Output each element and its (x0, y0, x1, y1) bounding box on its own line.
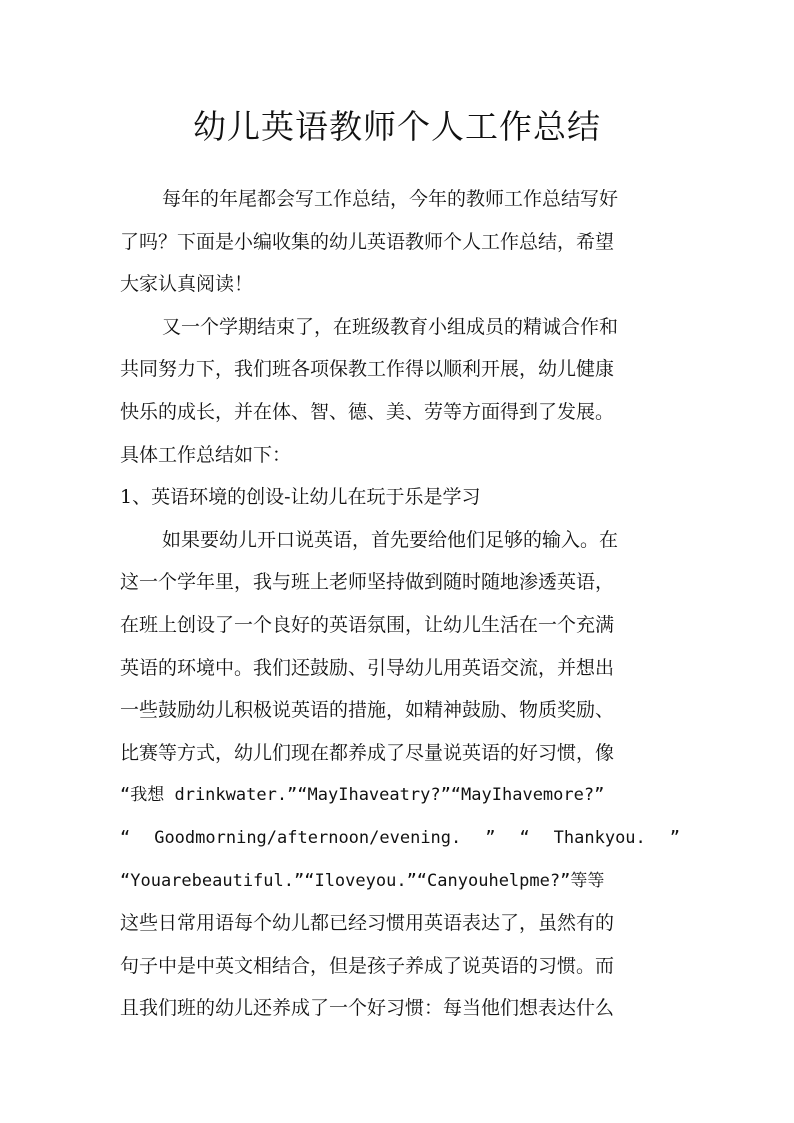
intro-line-2: 了吗？下面是小编收集的幼儿英语教师个人工作总结，希望 (120, 230, 615, 253)
section-paragraph-line-4: 英语的环境中。我们还鼓励、引导幼儿用英语交流，并想出 (120, 656, 615, 679)
section-paragraph-line-12: 且我们班的幼儿还养成了一个好习惯：每当他们想表达什么 (120, 997, 615, 1020)
section-paragraph-line-3: 在班上创设了一个良好的英语氛围，让幼儿生活在一个充满 (120, 613, 615, 636)
summary-line-4: 具体工作总结如下： (120, 443, 292, 466)
section-paragraph-line-8: “ Goodmorning/afternoon/evening. ” “ Thankyou. ” (120, 827, 680, 848)
section-paragraph-line-7: “我想 drinkwater.”“MayIhaveatry?”“MayIhavemore?” (120, 785, 605, 806)
section-paragraph-line-11: 句子中是中英文相结合，但是孩子养成了说英语的习惯。而 (120, 954, 615, 977)
section-paragraph-line-9: “Youarebeautiful.”“Iloveyou.”“Canyouhelpme?”等等 (120, 870, 605, 891)
summary-line-1: 又一个学期结束了，在班级教育小组成员的精诚合作和 (162, 315, 619, 338)
section-heading-1: 1、英语环境的创设-让幼儿在玩于乐是学习 (120, 486, 481, 509)
document-title: 幼儿英语教师个人工作总结 (193, 107, 601, 146)
intro-line-3: 大家认真阅读！ (120, 273, 254, 296)
section-paragraph-line-10: 这些日常用语每个幼儿都已经习惯用英语表达了，虽然有的 (120, 912, 615, 935)
intro-line-1: 每年的年尾都会写工作总结，今年的教师工作总结写好 (162, 188, 619, 210)
section-paragraph-line-6: 比赛等方式，幼儿们现在都养成了尽量说英语的好习惯，像 (120, 741, 615, 764)
section-paragraph-line-2: 这一个学年里，我与班上老师坚持做到随时随地渗透英语， (120, 571, 615, 594)
section-paragraph-line-5: 一些鼓励幼儿积极说英语的措施，如精神鼓励、物质奖励、 (120, 699, 615, 722)
summary-line-2: 共同努力下，我们班各项保教工作得以顺利开展，幼儿健康 (120, 358, 615, 381)
document-body (120, 178, 680, 1030)
summary-line-3: 快乐的成长，并在体、智、德、美、劳等方面得到了发展。 (120, 400, 615, 423)
section-paragraph-line-1: 如果要幼儿开口说英语，首先要给他们足够的输入。在 (162, 528, 619, 551)
